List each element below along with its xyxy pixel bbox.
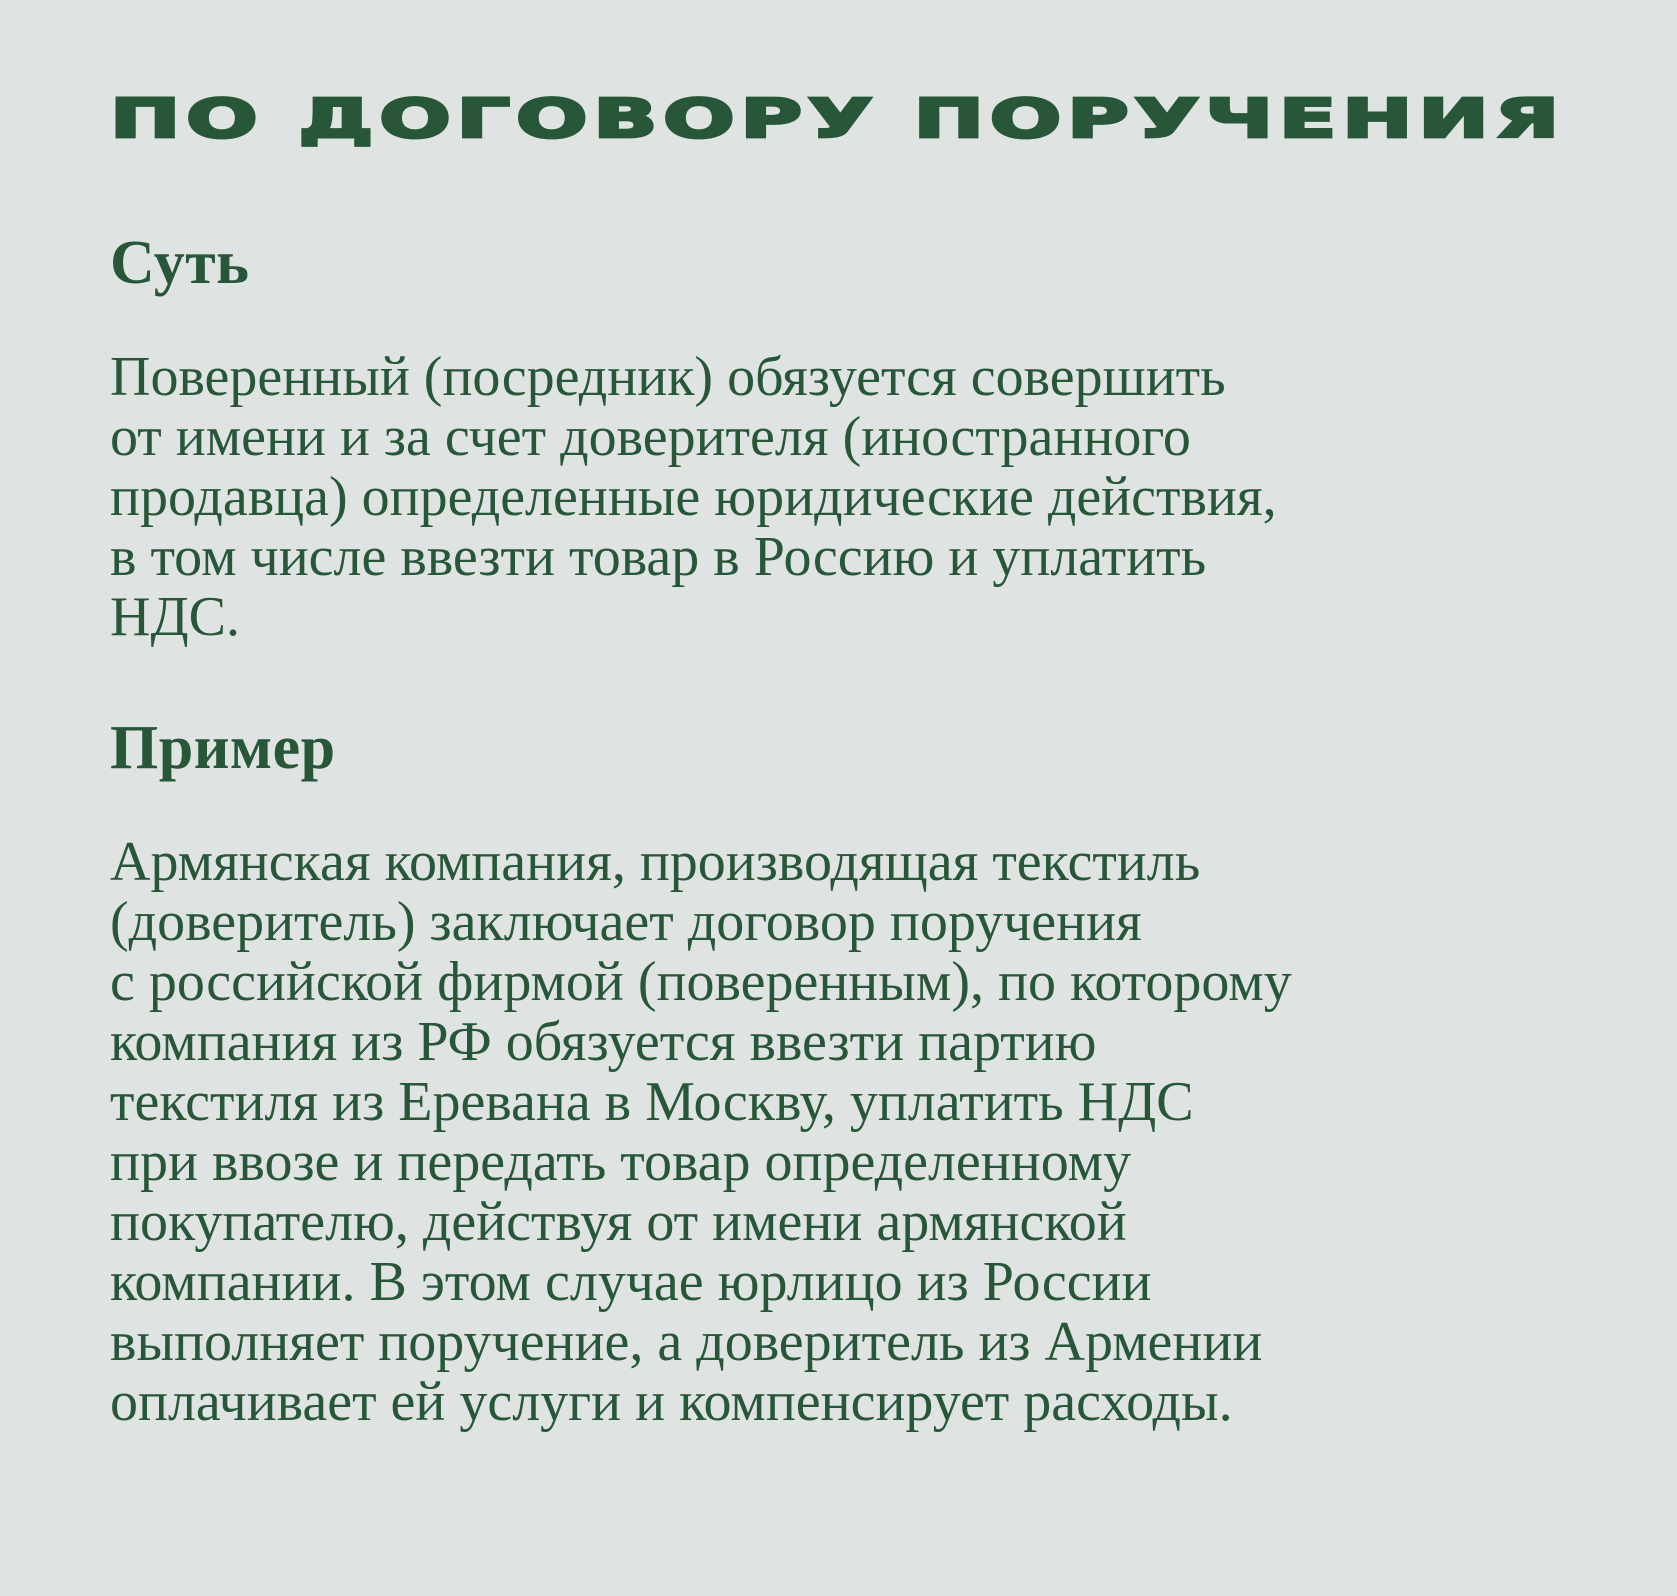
text-line: от имени и за счет доверителя (иностранного bbox=[110, 406, 1191, 468]
text-line: Армянская компания, производящая текстиль bbox=[110, 831, 1201, 893]
text-line: текстиля из Еревана в Москву, уплатить НДС bbox=[110, 1071, 1194, 1133]
text-line: выполняет поручение, а доверитель из Армении bbox=[110, 1311, 1263, 1373]
section-text-example bbox=[110, 832, 1292, 1432]
text-line: (доверитель) заключает договор поручения bbox=[110, 891, 1142, 953]
section-heading-essence: Суть bbox=[110, 229, 250, 297]
text-line: покупателю, действуя от имени армянской bbox=[110, 1191, 1127, 1253]
document-page bbox=[110, 87, 1590, 1433]
section-heading-example: Пример bbox=[110, 714, 336, 782]
text-line: в том числе ввезти товар в Россию и уплатить bbox=[110, 526, 1207, 588]
section-text-essence bbox=[110, 347, 1277, 647]
text-line: с российской фирмой (поверенным), по которому bbox=[110, 951, 1292, 1013]
text-line: компании. В этом случае юрлицо из России bbox=[110, 1251, 1152, 1313]
text-line: при ввозе и передать товар определенному bbox=[110, 1131, 1132, 1193]
page-title: ПО ДОГОВОРУ ПОРУЧЕНИЯ bbox=[110, 87, 1566, 150]
text-line: Поверенный (посредник) обязуется совершить bbox=[110, 346, 1226, 408]
text-line: НДС. bbox=[110, 586, 240, 648]
text-line: оплачивает ей услуги и компенсирует расходы. bbox=[110, 1371, 1233, 1433]
text-line: продавца) определенные юридические действия, bbox=[110, 466, 1277, 528]
text-line: компания из РФ обязуется ввезти партию bbox=[110, 1011, 1097, 1073]
